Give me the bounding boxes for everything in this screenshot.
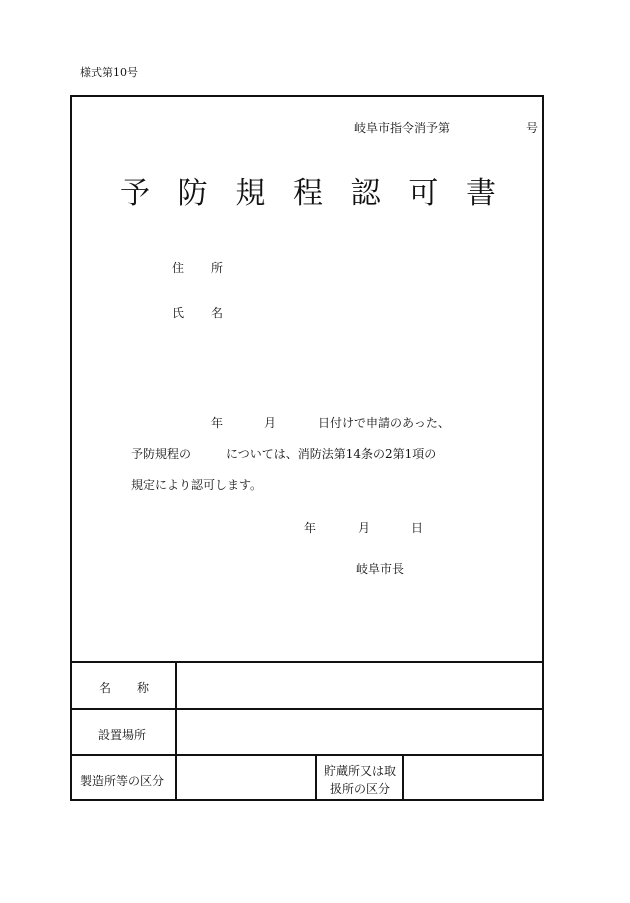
name-label-second: 名 xyxy=(211,306,224,320)
table-mid-column-divider xyxy=(315,754,317,801)
issuer-name: 岐阜市長 xyxy=(356,562,405,576)
issue-day-label: 日 xyxy=(411,521,424,535)
table-top-rule xyxy=(70,661,544,663)
body-line3: 規定により認可します。 xyxy=(131,478,263,492)
form-number: 様式第10号 xyxy=(80,66,138,79)
address-label-second: 所 xyxy=(211,261,224,275)
table-label-column-divider xyxy=(175,661,177,801)
table-name-label-first: 名 xyxy=(99,681,112,695)
table-storage-label: 貯蔵所又は取扱所の区分 xyxy=(323,764,396,796)
application-month-label: 月 xyxy=(264,416,277,430)
application-day-text: 日付けで申請のあった、 xyxy=(318,416,450,430)
table-name-label-second: 称 xyxy=(137,681,150,695)
table-place-label: 設置場所 xyxy=(98,728,147,742)
table-storage-label-divider xyxy=(402,754,404,801)
document-title: 予防規程認可書 xyxy=(120,176,496,211)
table-facility-type-label: 製造所等の区分 xyxy=(80,774,165,788)
reference-number-suffix: 号 xyxy=(526,121,539,135)
address-label-first: 住 xyxy=(172,261,185,275)
body-line2-end: については、消防法第14条の2第1項の xyxy=(226,447,437,461)
issue-month-label: 月 xyxy=(358,521,371,535)
table-row-divider-1 xyxy=(70,708,544,710)
reference-number-prefix: 岐阜市指令消予第 xyxy=(354,121,451,135)
body-line2-start: 予防規程の xyxy=(131,447,192,461)
issue-year-label: 年 xyxy=(304,521,317,535)
table-row-divider-2 xyxy=(70,754,544,756)
name-label-first: 氏 xyxy=(172,306,185,320)
application-year-label: 年 xyxy=(211,416,224,430)
